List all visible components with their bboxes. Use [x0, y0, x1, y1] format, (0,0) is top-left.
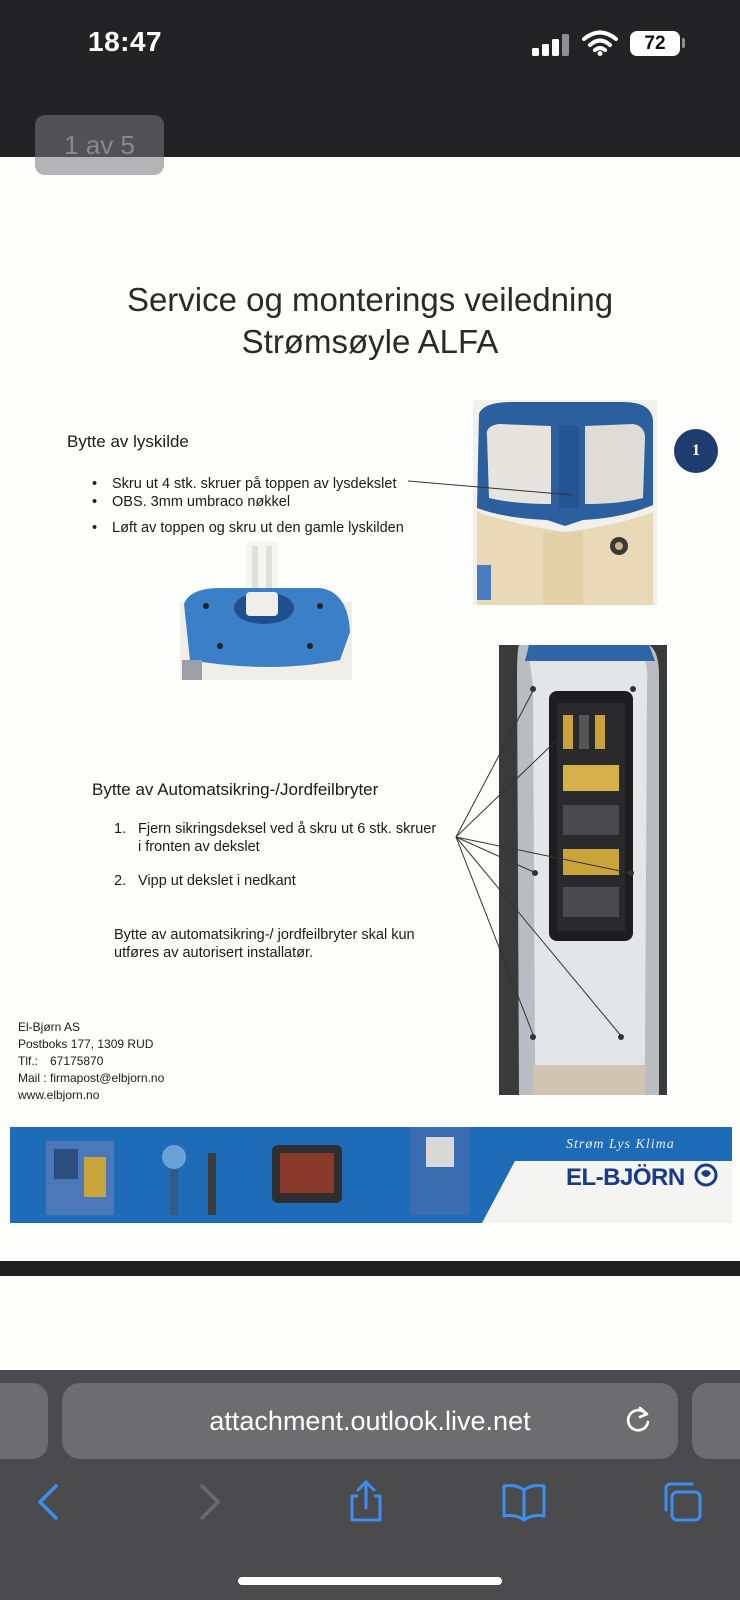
home-indicator[interactable] [238, 1577, 502, 1585]
tabs-icon[interactable] [660, 1480, 704, 1524]
next-page-preview[interactable] [0, 1276, 740, 1370]
list-item [114, 872, 436, 890]
list-item: • Løft av toppen og skru ut den gamle lyskilden [92, 519, 404, 537]
company-name: El-Bjørn AS [18, 1020, 81, 1034]
list-item: • Skru ut 4 stk. skruer på toppen av lysdekslet [92, 475, 404, 493]
next-tab-pill[interactable] [692, 1383, 740, 1459]
chevron-right-icon[interactable] [188, 1480, 232, 1524]
section-heading-light-source: Bytte av lyskilde [67, 432, 189, 451]
phone-label: Tlf.: [18, 1054, 38, 1068]
page-divider [0, 1261, 740, 1276]
step-badge: 1 [674, 429, 718, 473]
address-bar[interactable] [62, 1383, 678, 1459]
document-title-line2: Strømsøyle ALFA [241, 323, 499, 360]
brand-tagline: Strøm Lys Klima [566, 1137, 675, 1152]
share-icon[interactable] [344, 1480, 388, 1524]
book-icon[interactable] [502, 1480, 546, 1524]
previous-tab-pill[interactable] [0, 1383, 48, 1459]
url-text[interactable]: attachment.outlook.live.net [209, 1406, 531, 1436]
phone-number: 67175870 [50, 1054, 104, 1068]
step-text-line: Vipp ut dekslet i nedkant [138, 873, 296, 889]
note-line: utføres av autorisert installatør. [114, 945, 314, 961]
phone-line [18, 1053, 164, 1070]
battery-tip [682, 38, 685, 48]
status-bar [0, 0, 740, 80]
leader-line [404, 475, 584, 505]
battery-indicator: 72 [630, 31, 680, 56]
lamp-photo [180, 542, 352, 680]
page-counter: 1 av 5 [35, 115, 164, 175]
step-number: 1. [114, 821, 127, 837]
brand-logo [566, 1163, 719, 1192]
breaker-leader-lines [450, 677, 650, 1077]
reload-icon[interactable] [622, 1404, 654, 1436]
section-heading-breaker: Bytte av Automatsikring-/Jordfeilbryter [92, 780, 379, 799]
list-item [114, 820, 436, 856]
light-source-bullet-list [92, 475, 404, 537]
step-text-line: i fronten av dekslet [138, 839, 260, 855]
breaker-step-list [114, 820, 436, 906]
installer-note [114, 926, 474, 962]
step-number: 2. [114, 873, 127, 889]
brand-logo-text: EL-BJÖRN [566, 1164, 685, 1191]
document-page[interactable] [0, 157, 740, 1261]
wifi-icon [582, 30, 618, 56]
postbox: Postboks 177, 1309 RUD [18, 1037, 154, 1051]
email-line: Mail : firmapost@elbjorn.no [18, 1071, 165, 1085]
status-time: 18:47 [88, 26, 163, 57]
step-text-line: Fjern sikringsdeksel ved å skru ut 6 stk. skruer [138, 821, 437, 837]
brand-logo-icon [693, 1163, 719, 1189]
list-item: • OBS. 3mm umbraco nøkkel [92, 493, 404, 511]
note-line: Bytte av automatsikring-/ jordfeilbryter skal kun [114, 927, 415, 943]
website-line: www.elbjorn.no [18, 1088, 100, 1102]
company-address [18, 1019, 164, 1104]
cellular-signal-icon [532, 34, 572, 56]
document-title [0, 279, 740, 363]
document-title-line1: Service og monterings veiledning [126, 281, 614, 318]
chevron-left-icon[interactable] [28, 1480, 72, 1524]
